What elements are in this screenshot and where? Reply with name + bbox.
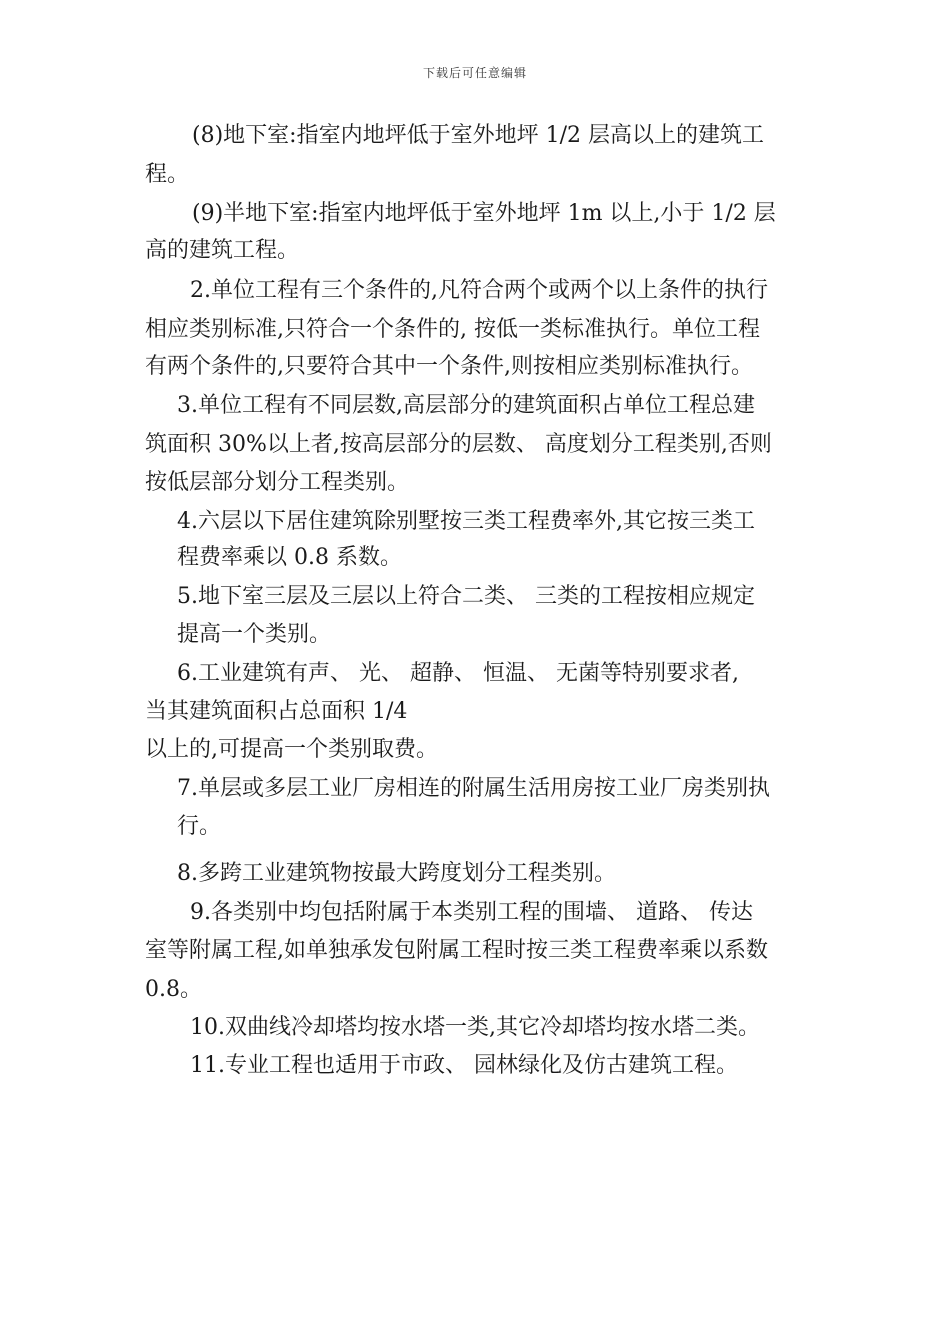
text-line: 当其建筑面积占总面积 1/4: [145, 699, 408, 724]
text-line: 提高一个类别。: [177, 622, 332, 647]
text-line: 按低层部分划分工程类别。: [145, 470, 410, 495]
text-line: 6.工业建筑有声、 光、 超静、 恒温、 无菌等特别要求者,: [177, 661, 739, 686]
text-line: 程费率乘以 0.8 系数。: [177, 545, 402, 570]
text-line: 以上的,可提高一个类别取费。: [145, 737, 438, 762]
text-line: 相应类别标准,只符合一个条件的, 按低一类标准执行。单位工程: [145, 317, 760, 342]
text-line: 0.8。: [145, 977, 202, 1002]
text-line: 8.多跨工业建筑物按最大跨度划分工程类别。: [177, 861, 616, 886]
text-line: 2.单位工程有三个条件的,凡符合两个或两个以上条件的执行: [190, 278, 768, 303]
text-line: 程。: [145, 162, 190, 187]
text-line: 4.六层以下居住建筑除别墅按三类工程费率外,其它按三类工: [177, 509, 755, 534]
text-line: 筑面积 30%以上者,按高层部分的层数、 高度划分工程类别,否则: [145, 432, 772, 457]
text-line: 11.专业工程也适用于市政、 园林绿化及仿古建筑工程。: [190, 1053, 738, 1078]
text-line: 10.双曲线冷却塔均按水塔一类,其它冷却塔均按水塔二类。: [190, 1015, 760, 1040]
text-line: 3.单位工程有不同层数,高层部分的建筑面积占单位工程总建: [177, 393, 755, 418]
text-line: (9)半地下室:指室内地坪低于室外地坪 1m 以上,小于 1/2 层: [192, 201, 776, 226]
text-line: 室等附属工程,如单独承发包附属工程时按三类工程费率乘以系数: [145, 938, 768, 963]
text-line: 7.单层或多层工业厂房相连的附属生活用房按工业厂房类别执: [177, 776, 770, 801]
text-line: 行。: [177, 814, 222, 839]
text-line: 5.地下室三层及三层以上符合二类、 三类的工程按相应规定: [177, 584, 755, 609]
text-line: 有两个条件的,只要符合其中一个条件,则按相应类别标准执行。: [145, 354, 753, 379]
text-line: 9.各类别中均包括附属于本类别工程的围墙、 道路、 传达: [190, 900, 753, 925]
text-line: 高的建筑工程。: [145, 238, 300, 263]
text-line: (8)地下室:指室内地坪低于室外地坪 1/2 层高以上的建筑工: [192, 123, 764, 148]
page-header: 下载后可任意编辑: [422, 66, 527, 80]
